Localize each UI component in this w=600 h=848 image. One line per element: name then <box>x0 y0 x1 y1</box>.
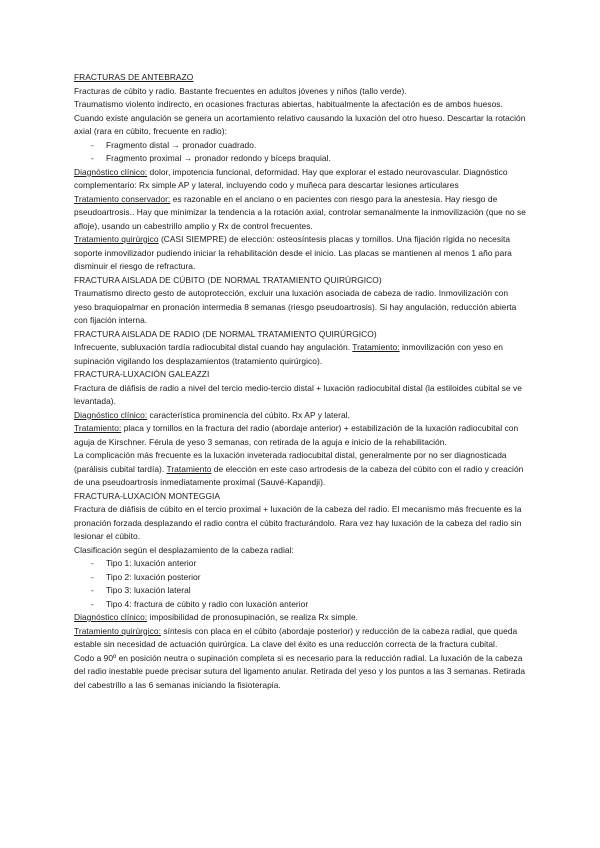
galeazzi-treatment-paragraph <box>74 422 528 449</box>
galeazzi-complication-paragraph <box>74 449 528 490</box>
galeazzi-complication-text-1: La complicación más frecuente es la luxación inveterada radiocubital distal, generalmente por no ser diagnosticada (parálisis cubital tardía). <box>74 450 507 474</box>
list-item: - Tipo 4: fractura de cúbito y radio con luxación anterior <box>74 598 528 612</box>
monteggia-surgical-paragraph <box>74 625 528 652</box>
monteggia-diagnosis-text: imposibilidad de pronosupinación, se realiza Rx simple. <box>147 612 359 622</box>
ulna-heading: FRACTURA AISLADA DE CÚBITO (DE NORMAL TRATAMIENTO QUIRÚRGICO) <box>74 274 382 285</box>
surgical-text: (CASI SIEMPRE) de elección: osteosíntesis placas y tornillos. Una fijación rígida no necesita soporte inmovilizador pudiendo iniciar la rehabilitación desde el inicio. Las placas se mantienen al menos 1 año para disminuir el riesgo de refractura. <box>74 234 512 271</box>
monteggia-surgical-label: Tratamiento quirúrgico: <box>74 625 161 636</box>
monteggia-diagnosis-paragraph <box>74 611 528 625</box>
monteggia-heading: FRACTURA-LUXACIÓN MONTEGGIA <box>74 490 221 501</box>
galeazzi-heading: FRACTURA-LUXACIÓN GALEAZZI <box>74 369 210 379</box>
diagnosis-paragraph <box>74 166 528 193</box>
intro-paragraph-3: Cuando existe angulación se genera un acortamiento relativo causando la luxación del otro hueso. Descartar la rotación axial (rara en cúbito, frecuente en radio): <box>74 112 526 136</box>
ulna-paragraph: Traumatismo directo gesto de autoprotección, excluir una luxación asociada de cabeza de radio. Inmovilización con yeso braquiopalmar en pronación intermedia 8 semanas (riesgo pseudoartrosis). Si hay angulación, reducción abierta con fijación interna. <box>74 288 517 325</box>
classification-list <box>74 557 528 611</box>
radius-heading: FRACTURA AISLADA DE RADIO (DE NORMAL TRATAMIENTO QUIRÚRGICO) <box>74 328 377 339</box>
document-title: FRACTURAS DE ANTEBRAZO <box>74 72 194 82</box>
classification-intro: Clasificación según el desplazamiento de la cabeza radial: <box>74 544 294 555</box>
galeazzi-diagnosis-text: característica prominencia del cúbito. Rx AP y lateral. <box>147 409 350 420</box>
radius-treatment-label: Tratamiento: <box>352 342 400 352</box>
radius-paragraph <box>74 341 528 368</box>
list-item: - Fragmento proximal → pronador redondo y bíceps braquial. <box>74 152 528 166</box>
surgical-label: Tratamiento quirúrgico <box>74 234 159 244</box>
galeazzi-treatment-label: Tratamiento: <box>74 423 122 433</box>
galeazzi-treatment-text: placa y tornillos en la fractura del radio (abordaje anterior) + estabilización de la luxación radiocubital con aguja de Kirschner. Férula de yeso 3 semanas, con retirada de la aguja e inicio de la rehabilitación. <box>74 423 519 447</box>
monteggia-paragraph: Fractura de diáfisis de cúbito en el tercio proximal + luxación de la cabeza del radio. El mecanismo más frecuente es la pronación forzada desplazando el radio contra el cúbito fracturándolo. Rara vez hay luxación de la cabeza del radio sin lesionar el cúbito. <box>74 504 522 541</box>
list-item: - Tipo 1: luxación anterior <box>74 557 528 571</box>
galeazzi-complication-text-2: de elección en este caso artrodesis de la cabeza del cúbito con el radio y creación de una pseudoartrosis inmediatamente proximal (Sauvé-Kapandji). <box>74 463 524 487</box>
final-paragraph: Codo a 90º en posición neutra o supinación completa si es necesario para la reducción radial. La luxación de la cabeza del radio inestable puede precisar sutura del ligamento anular. Retirada del yeso y los puntos a las 3 semanas. Retirada del cabestrillo a las 6 semanas iniciando la fisioterapia. <box>74 652 526 690</box>
radius-text-2: inmovilización con yeso en supinación vigilando los desplazamientos (tratamiento quirúrgico). <box>74 342 503 366</box>
monteggia-surgical-text: síntesis con placa en el cúbito (abordaje posterior) y reducción de la cabeza radial, que queda estable sin necesidad de actuación quirúrgica. La clave del éxito es una reducción correcta de la fractura cubital. <box>74 625 518 649</box>
rotation-list <box>74 139 528 166</box>
monteggia-diagnosis-label: Diagnóstico clínico: <box>74 612 148 622</box>
document-page <box>74 71 528 692</box>
galeazzi-diagnosis-label: Diagnóstico clínico: <box>74 409 148 420</box>
radius-text-1: Infrecuente, subluxación tardía radiocubital distal cuando hay angulación. <box>74 342 353 352</box>
galeazzi-paragraph: Fractura de diáfisis de radio a nivel del tercio medio-tercio distal + luxación radiocubital distal (la estiloides cubital se ve levantada). <box>74 382 522 406</box>
surgical-treatment-paragraph <box>74 233 528 274</box>
intro-paragraph-2: Traumatismo violento indirecto, en ocasiones fracturas abiertas, habitualmente la afectación es de ambos huesos. <box>74 99 503 109</box>
list-item: - Fragmento distal → pronador cuadrado. <box>74 139 528 153</box>
conservative-text: es razonable en el anciano o en pacientes con riesgo para la anestesia. Hay riesgo de pseudoartrosis.. Hay que minimizar la tendencia a la rotación axial, controlar semanalmente la inmovilización (que no se afloje), usando un cabestrillo amplio y Rx de control frecuentes. <box>74 193 526 231</box>
intro-paragraph-1: Fracturas de cúbito y radio. Bastante frecuentes en adultos jóvenes y niños (tallo verde). <box>74 85 407 96</box>
list-item: - Tipo 3: luxación lateral <box>74 584 528 598</box>
conservative-treatment-paragraph <box>74 193 528 234</box>
galeazzi-diagnosis-paragraph <box>74 409 528 423</box>
diagnosis-label: Diagnóstico clínico: <box>74 166 148 177</box>
list-item: - Tipo 2: luxación posterior <box>74 571 528 585</box>
conservative-label: Tratamiento conservador: <box>74 193 171 204</box>
galeazzi-complication-label: Tratamiento <box>166 463 212 474</box>
diagnosis-text: dolor, impotencia funcional, deformidad. Hay que explorar el estado neurovascular. Diagnóstico complementario: Rx simple AP y lateral, incluyendo codo y muñeca para descartar lesiones articulares <box>74 166 508 190</box>
